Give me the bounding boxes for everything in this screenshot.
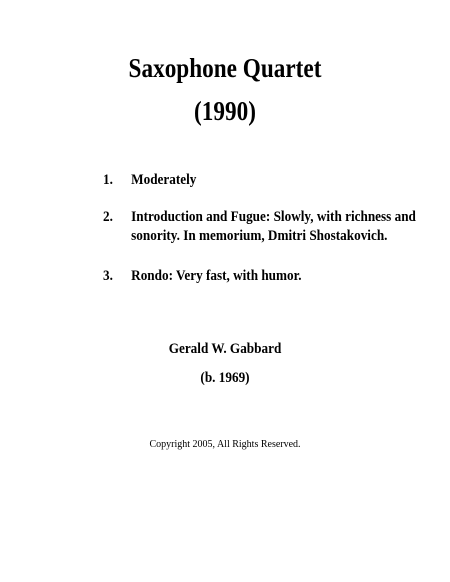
composition-year: (1990) bbox=[194, 96, 256, 126]
movement-number: 3. bbox=[103, 268, 113, 284]
movement-title: Moderately bbox=[131, 172, 197, 188]
copyright-notice: Copyright 2005, All Rights Reserved. bbox=[149, 439, 301, 450]
page-title: Saxophone Quartet bbox=[128, 53, 322, 83]
movement-number: 1. bbox=[103, 172, 113, 188]
movement-number: 2. bbox=[103, 209, 113, 225]
composer-dates: (b. 1969) bbox=[200, 370, 250, 386]
composer-name: Gerald W. Gabbard bbox=[168, 341, 282, 357]
movement-title-continued: sonority. In memorium, Dmitri Shostakovich. bbox=[131, 228, 388, 244]
movement-title: Rondo: Very fast, with humor. bbox=[131, 268, 302, 284]
movement-title: Introduction and Fugue: Slowly, with richness and bbox=[131, 209, 416, 225]
